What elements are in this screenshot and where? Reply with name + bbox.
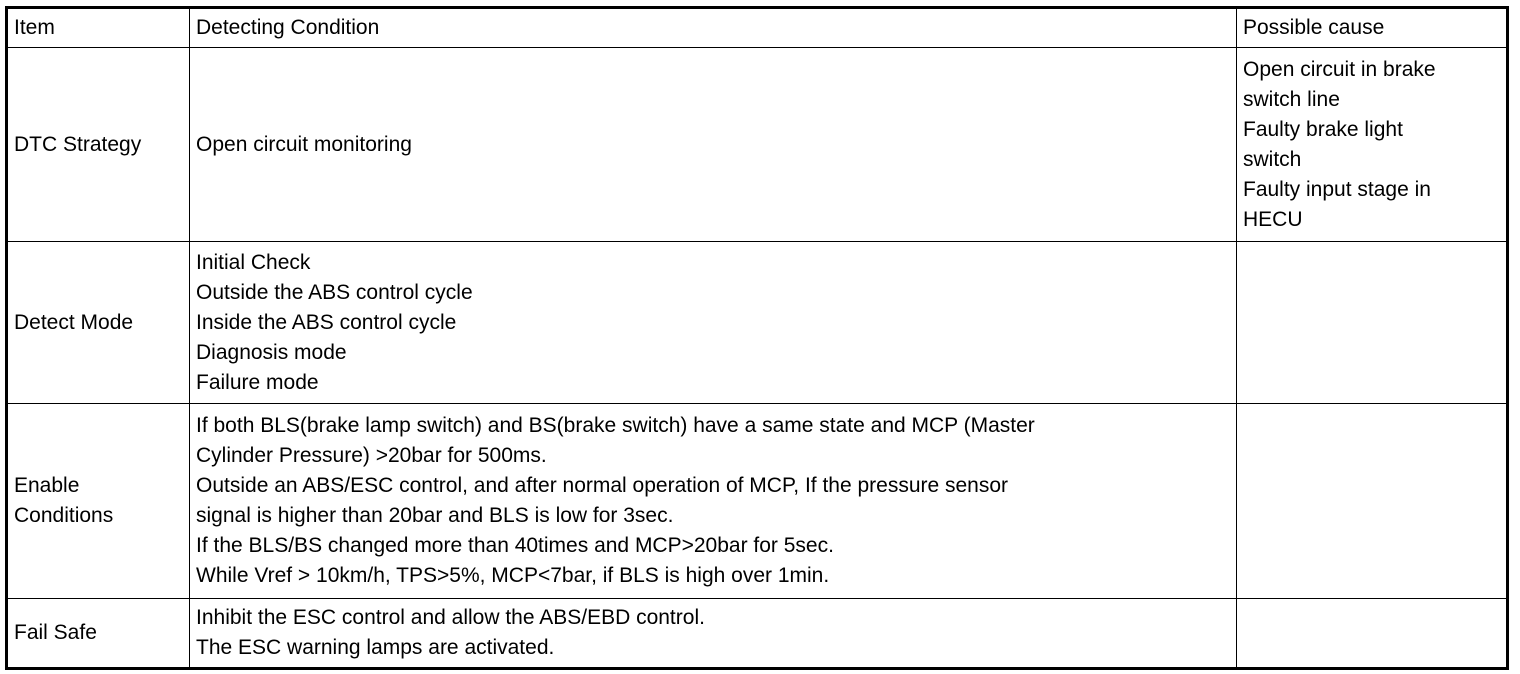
cause-line: switch — [1243, 147, 1302, 171]
cause-cell — [1237, 404, 1508, 599]
table-row — [7, 404, 1508, 599]
item-line: Conditions — [14, 504, 114, 527]
condition-line: Diagnosis mode — [196, 340, 347, 364]
condition-line: Inside the ABS control cycle — [196, 310, 457, 334]
condition-line: Outside an ABS/ESC control, and after normal operation of MCP, If the pressure sensor — [196, 474, 1009, 497]
item-line: Enable — [14, 474, 80, 497]
condition-cell — [190, 404, 1237, 599]
cause-line: HECU — [1243, 207, 1303, 231]
dtc-info-table — [5, 6, 1509, 670]
cause-line: Open circuit in brake — [1243, 57, 1436, 81]
table-row — [7, 242, 1508, 404]
condition-line: The ESC warning lamps are activated. — [196, 636, 555, 659]
cause-cell — [1237, 599, 1508, 669]
condition-line: signal is higher than 20bar and BLS is low for 3sec. — [196, 504, 674, 527]
condition-cell — [190, 48, 1237, 242]
item-cell: DTC Strategy — [7, 48, 190, 242]
condition-line: Initial Check — [196, 250, 311, 274]
table-row — [7, 599, 1508, 669]
cause-cell — [1237, 48, 1508, 242]
header-possible-cause: Possible cause — [1237, 8, 1508, 48]
condition-line: Outside the ABS control cycle — [196, 280, 473, 304]
item-cell — [7, 404, 190, 599]
condition-line: Cylinder Pressure) >20bar for 500ms. — [196, 444, 547, 467]
table-row — [7, 48, 1508, 242]
condition-line: If both BLS(brake lamp switch) and BS(brake switch) have a same state and MCP (Master — [196, 414, 1035, 437]
item-cell: Fail Safe — [7, 599, 190, 669]
condition-cell — [190, 599, 1237, 669]
condition-line: While Vref > 10km/h, TPS>5%, MCP<7bar, if BLS is high over 1min. — [196, 564, 830, 587]
cause-line: Faulty brake light — [1243, 117, 1403, 141]
condition-line: Failure mode — [196, 370, 319, 394]
cause-cell — [1237, 242, 1508, 404]
condition-line: Open circuit monitoring — [196, 132, 412, 156]
item-cell: Detect Mode — [7, 242, 190, 404]
cause-line: switch line — [1243, 87, 1340, 111]
header-item: Item — [7, 8, 190, 48]
condition-cell — [190, 242, 1237, 404]
table-header-row — [7, 8, 1508, 48]
condition-line: Inhibit the ESC control and allow the ABS/EBD control. — [196, 606, 705, 629]
condition-line: If the BLS/BS changed more than 40times and MCP>20bar for 5sec. — [196, 534, 834, 557]
cause-line: Faulty input stage in — [1243, 177, 1431, 201]
header-detecting-condition: Detecting Condition — [190, 8, 1237, 48]
